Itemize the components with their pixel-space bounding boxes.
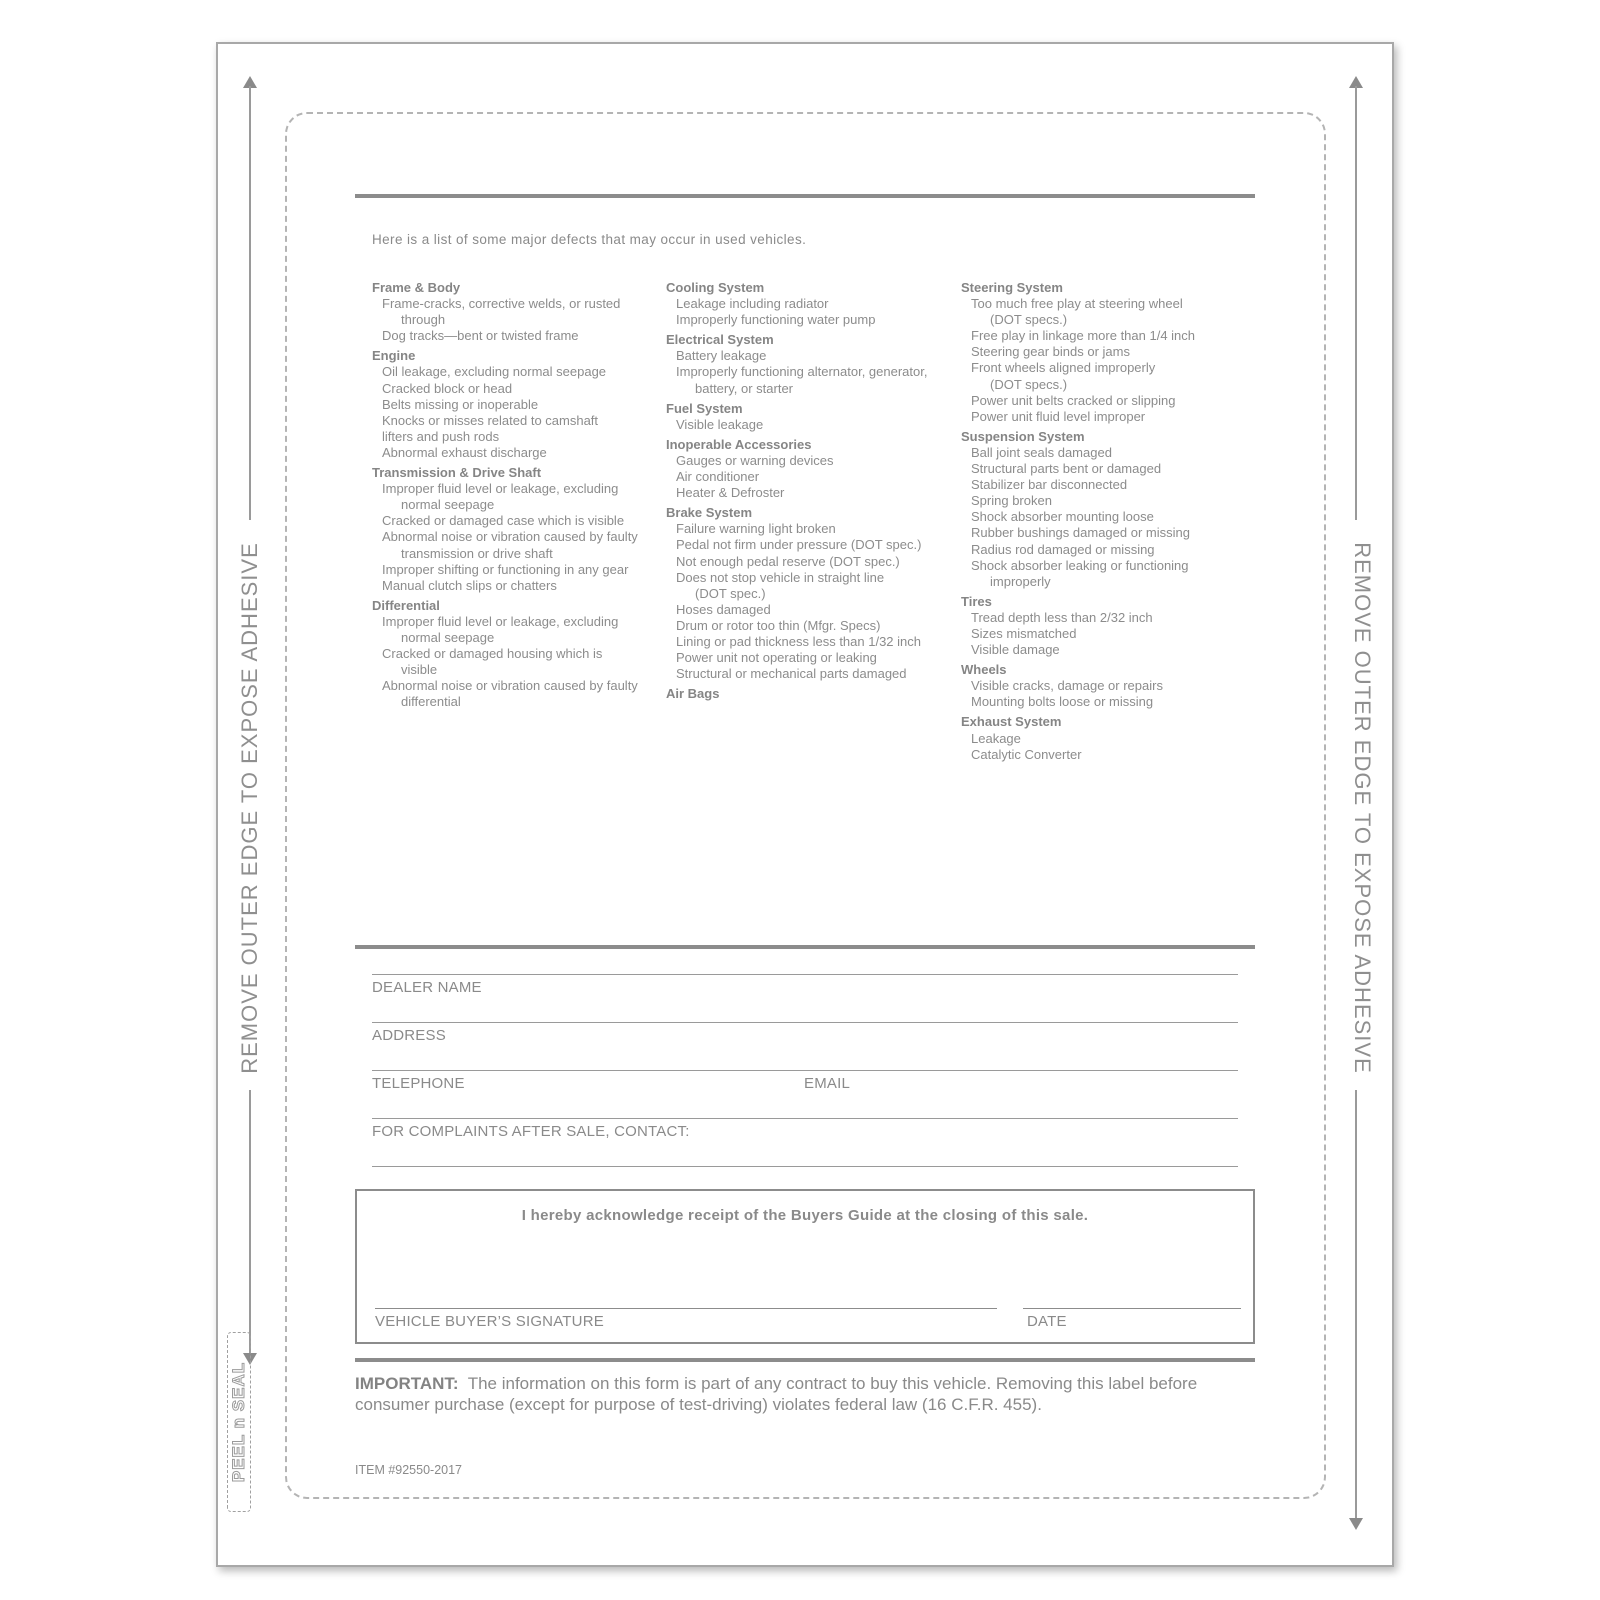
defect-item: Air conditioner [676,469,760,485]
defect-item: Oil leakage, excluding normal seepage [382,364,607,380]
defect-item: Front wheels aligned improperly [971,360,1156,376]
defect-item: Visible damage [971,642,1060,658]
top-rule [355,194,1255,198]
defect-item: Improper shifting or functioning in any gear [382,561,629,577]
right-arrow-down-icon [1349,1518,1363,1530]
defect-item: (DOT spec.) [695,585,766,601]
defects-column-2 [666,280,956,702]
defect-item: Does not stop vehicle in straight line [676,569,885,585]
defect-category [666,686,956,702]
telephone-email-line[interactable] [372,1070,1238,1071]
defect-item: Shock absorber leaking or functioning [971,557,1189,573]
defect-item: differential [401,694,461,710]
defect-item: improperly [990,573,1051,589]
defect-item: Stabilizer bar disconnected [971,477,1128,493]
defect-item: (DOT specs.) [990,376,1068,392]
defect-category-title: Frame & Body [372,280,461,295]
defect-item: Abnormal noise or vibration caused by faulty [382,529,638,545]
defect-category-title: Tires [961,593,992,609]
defect-item: Pedal not firm under pressure (DOT spec.) [676,537,922,553]
defect-item: Radius rod damaged or missing [971,541,1155,557]
defect-category [372,348,662,461]
defect-category [666,280,956,328]
left-guide-line-bottom [249,1090,251,1355]
date-line[interactable] [1023,1308,1241,1309]
defect-item: normal seepage [401,497,495,513]
important-notice [355,1373,1255,1415]
dealer-name-line[interactable] [372,974,1238,975]
defect-item: Frame-cracks, corrective welds, or rusted [382,296,621,312]
important-label: IMPORTANT: [355,1374,459,1393]
defect-item: Abnormal exhaust discharge [382,444,547,460]
defect-item: Power unit not operating or leaking [676,650,877,666]
defect-item: Leakage [971,730,1021,746]
left-guide-line-top [249,86,251,520]
defect-item: Tread depth less than 2/32 inch [971,609,1153,625]
item-number: ITEM #92550-2017 [355,1463,463,1477]
defect-item: Power unit belts cracked or slipping [971,392,1176,408]
defect-item: Structural or mechanical parts damaged [676,666,907,682]
telephone-label: TELEPHONE [372,1075,465,1092]
defect-item: Sizes mismatched [971,625,1077,641]
defect-category [666,332,956,396]
defect-item: Steering gear binds or jams [971,344,1130,360]
defect-item: Not enough pedal reserve (DOT spec.) [676,553,900,569]
defects-intro: Here is a list of some major defects that may occur in used vehicles. [372,232,807,247]
right-guide-line-bottom [1355,1090,1357,1520]
right-guide-line-top [1355,86,1357,520]
defect-item: Visible leakage [676,416,764,432]
defect-category-title: Electrical System [666,332,774,348]
defect-item: Failure warning light broken [676,521,836,537]
dealer-name-label: DEALER NAME [372,979,482,996]
defect-item: Structural parts bent or damaged [971,461,1162,477]
defect-item: Ball joint seals damaged [971,444,1112,460]
defect-item: Visible cracks, damage or repairs [971,678,1163,694]
defect-item: Improperly functioning alternator, generator, [676,364,928,380]
defect-item: Abnormal noise or vibration caused by faulty [382,678,638,694]
defect-item: Dog tracks—bent or twisted frame [382,328,579,344]
defect-category [961,594,1251,658]
defects-column-1 [372,280,662,710]
signature-label: VEHICLE BUYER’S SIGNATURE [375,1313,604,1330]
defect-item: lifters and push rods [382,428,500,444]
defect-item: Knocks or misses related to camshaft [382,412,599,428]
bottom-rule [355,1358,1255,1362]
defect-item: Power unit fluid level improper [971,408,1146,424]
defect-item: Catalytic Converter [971,746,1082,762]
date-label: DATE [1027,1313,1067,1330]
defect-category [372,598,662,711]
acknowledgement-box [355,1189,1255,1344]
defect-item: through [401,312,446,328]
defect-item: Spring broken [971,493,1052,509]
defects-column-3 [961,280,1251,763]
acknowledgement-text: I hereby acknowledge receipt of the Buyers Guide at the closing of this sale. [521,1207,1089,1224]
defect-category-title: Cooling System [666,280,765,295]
defect-category [666,505,956,682]
defect-category-title: Transmission & Drive Shaft [372,465,542,481]
defect-category [372,280,662,344]
defect-item: Leakage including radiator [676,296,829,312]
defect-category-title: Exhaust System [961,714,1062,730]
defect-category-title: Wheels [961,662,1007,678]
email-label: EMAIL [804,1075,851,1092]
defect-item: Rubber bushings damaged or missing [971,525,1190,541]
defect-item: Shock absorber mounting loose [971,509,1154,525]
defect-category [666,401,956,433]
defect-item: transmission or drive shaft [401,545,553,561]
defect-category [666,437,956,501]
defect-category-title: Steering System [961,280,1063,295]
right-side-instruction: REMOVE OUTER EDGE TO EXPOSE ADHESIVE [1350,542,1375,1074]
defect-item: (DOT specs.) [990,312,1068,328]
complaints-label: FOR COMPLAINTS AFTER SALE, CONTACT: [372,1123,690,1140]
defect-item: visible [401,662,438,678]
defect-category [961,429,1251,590]
complaints-contact-line[interactable] [372,1166,1238,1167]
defect-category-title: Fuel System [666,400,743,416]
defect-category [961,714,1251,762]
defect-item: Drum or rotor too thin (Mfgr. Specs) [676,617,881,633]
defect-item: Mounting bolts loose or missing [971,694,1154,710]
defect-category [961,662,1251,710]
middle-rule [355,945,1255,949]
defect-category-title: Air Bags [666,686,720,702]
defect-category-title: Engine [372,348,416,364]
defect-item: Improperly functioning water pump [676,312,876,328]
defect-item: normal seepage [401,629,495,645]
defect-item: Cracked or damaged case which is visible [382,513,625,529]
defect-item: Gauges or warning devices [676,452,834,468]
defect-category [372,465,662,594]
defect-item: Battery leakage [676,348,767,364]
defect-category-title: Inoperable Accessories [666,436,812,452]
address-label: ADDRESS [372,1027,446,1044]
defect-category-title: Differential [372,597,440,613]
defect-category [961,280,1251,425]
defect-item: Belts missing or inoperable [382,396,539,412]
defect-item: Manual clutch slips or chatters [382,577,557,593]
complaints-line[interactable] [372,1118,1238,1119]
defect-category-title: Brake System [666,505,752,521]
important-text: The information on this form is part of any contract to buy this vehicle. Removing this label before consumer purchase (except for purpose of test-driving) violates federal law (16 C.F.R. 455). [355,1374,1198,1414]
defect-item: Cracked block or head [382,380,513,396]
defect-item: Heater & Defroster [676,485,785,501]
signature-line[interactable] [375,1308,997,1309]
defect-item: Cracked or damaged housing which is [382,646,603,662]
defect-item: battery, or starter [695,380,794,396]
defect-item: Too much free play at steering wheel [971,296,1183,312]
defect-item: Hoses damaged [676,601,771,617]
defect-item: Free play in linkage more than 1/4 inch [971,328,1196,344]
defect-category-title: Suspension System [961,428,1085,444]
defect-item: Lining or pad thickness less than 1/32 inch [676,633,921,649]
defect-item: Improper fluid level or leakage, excluding [382,481,619,497]
address-line[interactable] [372,1022,1238,1023]
defect-item: Improper fluid level or leakage, excluding [382,613,619,629]
peel-n-seal-logo: PEEL n SEAL [227,1332,251,1512]
left-side-instruction: REMOVE OUTER EDGE TO EXPOSE ADHESIVE [237,542,262,1074]
